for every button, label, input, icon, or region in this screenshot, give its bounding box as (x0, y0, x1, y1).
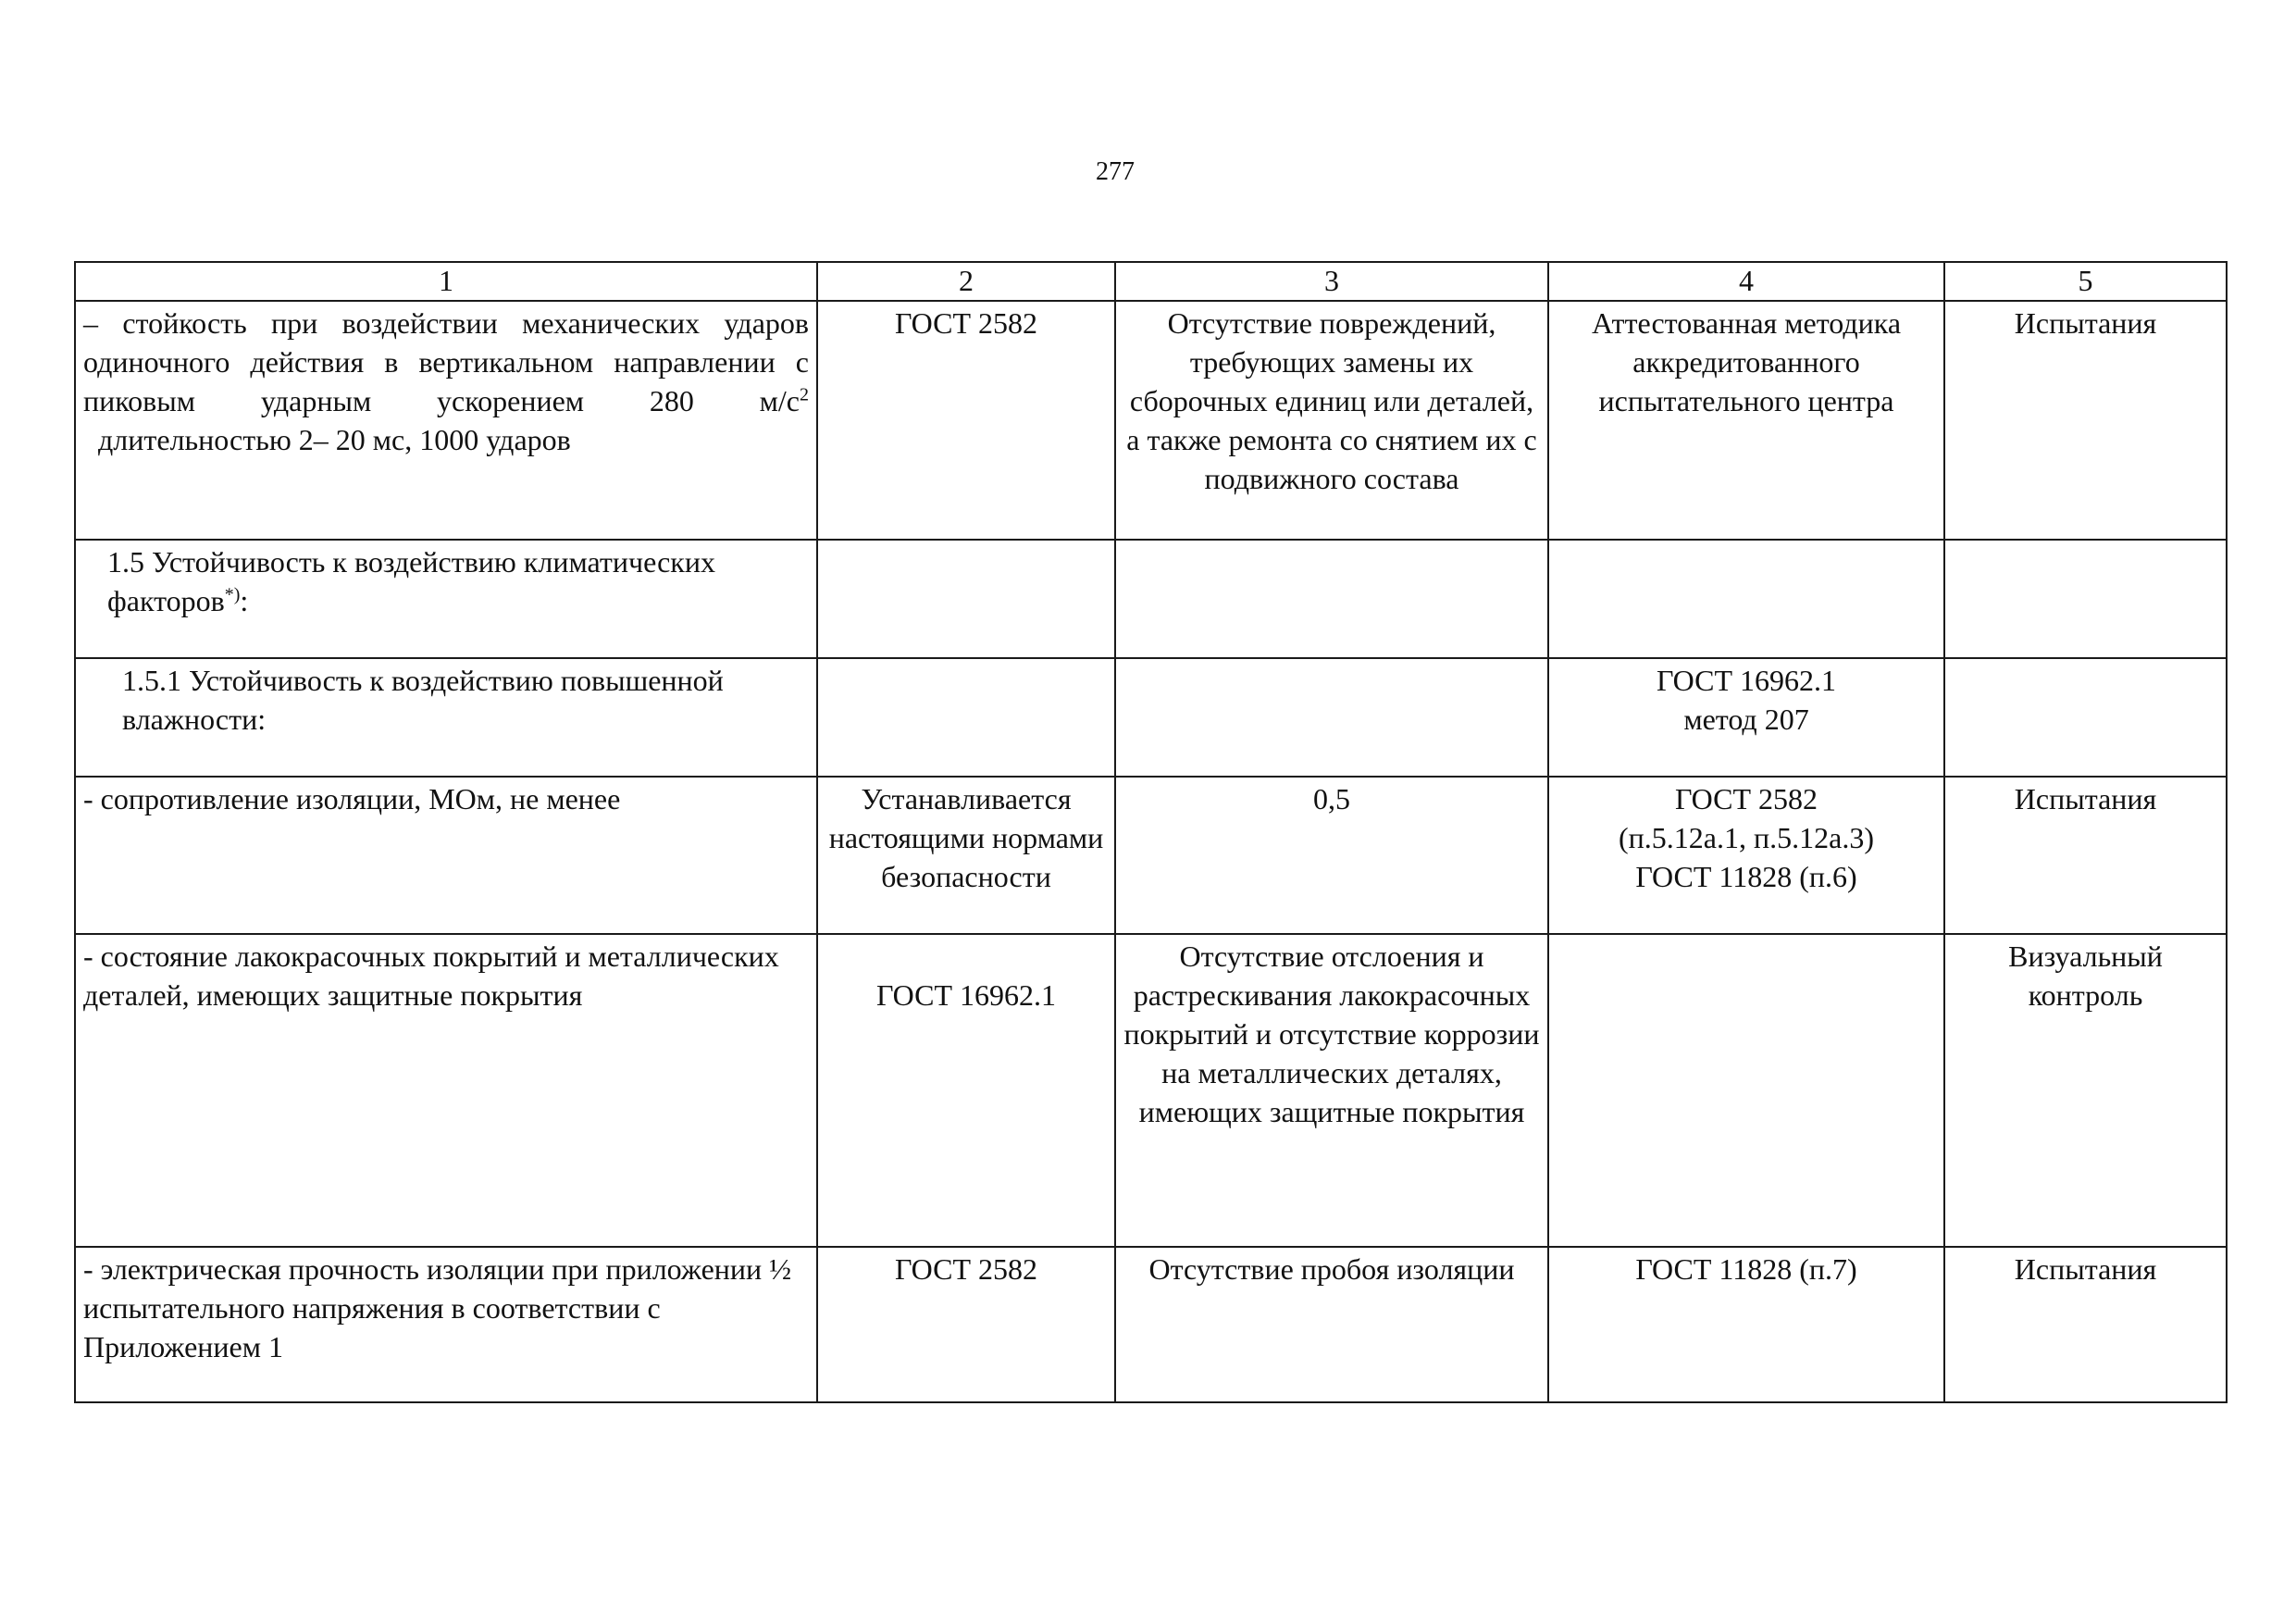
requirement-cell: - электрическая прочность изоляции при приложении ½ испытательного напряжения в соответствии с Приложением 1 (75, 1247, 817, 1402)
verification-type-cell (1944, 658, 2227, 777)
requirement-superscript: 2 (800, 384, 809, 405)
test-method-cell (1548, 934, 1944, 1247)
table-row (75, 658, 2227, 777)
table-row (75, 934, 2227, 1247)
column-number-2: 2 (817, 262, 1115, 301)
requirements-table (74, 261, 2228, 1403)
verification-type-cell: Испытания (1944, 1247, 2227, 1402)
requirement-text: – стойкость при воздействии механических ударов одиночного действия в вертикальном направлении с пиковым ударным ускорением 280 м/с (83, 306, 809, 417)
column-number-4: 4 (1548, 262, 1944, 301)
test-method-cell (1548, 658, 1944, 777)
normative-document-cell: Устанавливается настоящими нормами безопасности (817, 777, 1115, 934)
requirement-cell: 1.5.1 Устойчивость к воздействию повышенной влажности: (75, 658, 817, 777)
table-row (75, 540, 2227, 658)
normative-document-cell (817, 658, 1115, 777)
test-method-cell: ГОСТ 11828 (п.7) (1548, 1247, 1944, 1402)
column-number-3: 3 (1115, 262, 1548, 301)
norm-value-cell (1115, 658, 1548, 777)
norm-value-cell: Отсутствие отслоения и растрескивания лакокрасочных покрытий и отсутствие коррозии на металлических деталях, имеющих защитные покрытия (1115, 934, 1548, 1247)
requirement-text: 1.5 Устойчивость к воздействию климатических факторов (107, 545, 715, 617)
table-row (75, 777, 2227, 934)
normative-document-cell: ГОСТ 2582 (817, 1247, 1115, 1402)
requirement-cell: - состояние лакокрасочных покрытий и металлических деталей, имеющих защитные покрытия (75, 934, 817, 1247)
test-method-cell (1548, 777, 1944, 934)
verification-type-cell: Испытания (1944, 301, 2227, 540)
normative-document-cell: ГОСТ 16962.1 (817, 934, 1115, 1247)
table-row (75, 1247, 2227, 1402)
test-method-line: ГОСТ 16962.1 (1656, 664, 1837, 697)
verification-type-cell: Визуальный контроль (1944, 934, 2227, 1247)
page-number: 277 (1096, 157, 1135, 186)
norm-value-cell: Отсутствие повреждений, требующих замены их сборочных единиц или деталей, а также ремонта со снятием их с подвижного состава (1115, 301, 1548, 540)
normative-document-cell (817, 540, 1115, 658)
requirement-text-tail: длительностью 2– 20 мс, 1000 ударов (83, 423, 571, 456)
test-method-cell: Аттестованная методика аккредитованного испытательного центра (1548, 301, 1944, 540)
norm-value-cell: Отсутствие пробоя изоляции (1115, 1247, 1548, 1402)
table-header-row (75, 262, 2227, 301)
requirement-text-tail: : (240, 584, 249, 617)
column-number-5: 5 (1944, 262, 2227, 301)
table-row (75, 301, 2227, 540)
test-method-line: (п.5.12а.1, п.5.12а.3) (1619, 821, 1874, 854)
test-method-line: метод 207 (1683, 703, 1809, 736)
test-method-cell (1548, 540, 1944, 658)
requirement-superscript: *) (224, 584, 241, 605)
norm-value-cell: 0,5 (1115, 777, 1548, 934)
requirement-cell: - сопротивление изоляции, МОм, не менее (75, 777, 817, 934)
requirement-cell (75, 301, 817, 540)
normative-document-cell: ГОСТ 2582 (817, 301, 1115, 540)
test-method-line: ГОСТ 11828 (п.6) (1635, 860, 1857, 893)
norm-value-cell (1115, 540, 1548, 658)
column-number-1: 1 (75, 262, 817, 301)
requirement-cell (75, 540, 817, 658)
test-method-line: ГОСТ 2582 (1674, 782, 1818, 815)
verification-type-cell (1944, 540, 2227, 658)
verification-type-cell: Испытания (1944, 777, 2227, 934)
